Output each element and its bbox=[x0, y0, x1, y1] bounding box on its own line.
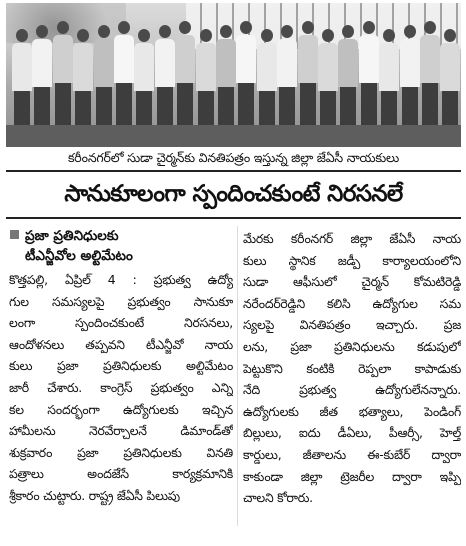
photo-person bbox=[257, 29, 277, 135]
photo-person bbox=[12, 29, 32, 135]
photo-person bbox=[298, 21, 318, 127]
photo-person bbox=[196, 29, 216, 135]
photo-person bbox=[114, 21, 134, 127]
article-line: హామీలను నెరవేర్చాలనే డిమాండ్‌తో bbox=[9, 423, 233, 439]
photo-person bbox=[318, 29, 338, 135]
bullet-square-icon bbox=[10, 230, 19, 239]
headline-bottom-rule bbox=[6, 217, 461, 219]
photo-person bbox=[134, 29, 154, 135]
news-photo bbox=[6, 3, 461, 147]
photo-person bbox=[53, 21, 73, 127]
column-divider bbox=[237, 226, 238, 526]
photo-person bbox=[379, 29, 399, 135]
photo-caption: కరీంనగర్‌లో సుడా చైర్మన్‌కు వినతిపత్రం ఇస్తున్న జిల్లా జేఏసీ నాయకులు bbox=[67, 150, 400, 165]
article-line: స్యలపై వినతిపత్రం ఇచ్చారు. ప్రజ bbox=[243, 317, 461, 333]
article-line: పెట్టుకొని కంటికి రెప్పలా కాపాడుకు bbox=[243, 360, 461, 376]
article-line: కాకుండా జిల్లా ట్రెజరీల ద్వారా ఇప్పి bbox=[243, 468, 461, 484]
article-line: కొత్తపల్లి, ఏప్రిల్ 4 : ప్రభుత్వ ఉద్యో bbox=[9, 272, 233, 287]
article-line: శుక్రవారం ప్రజా ప్రతినిధులకు వినతి bbox=[9, 444, 233, 460]
article-column-right bbox=[243, 228, 461, 509]
article-line: కల సందర్భంగా ఉద్యోగులకు ఇచ్చిన bbox=[9, 401, 233, 417]
article-line: నేది ప్రభుత్వ ఉద్యోగులేనన్నారు. bbox=[243, 382, 461, 398]
article-line: నరేందర్‌రెడ్డిని కలిసి ఉద్యోగుల సమ bbox=[243, 295, 461, 311]
article-line: జారీ చేశారు. కాంగ్రెస్ ప్రభుత్వం ఎన్ని bbox=[9, 379, 233, 395]
photo-person bbox=[155, 25, 175, 131]
article-line: గుల సమస్యలపై ప్రభుత్వం సానుకూ bbox=[9, 293, 233, 309]
article-line: సుడా ఆఫీసులో చైర్మన్ కోమటిరెడ్డి bbox=[243, 274, 461, 290]
photo-person bbox=[277, 25, 297, 131]
photo-person bbox=[420, 21, 440, 127]
article-line: కార్డులు, జీతాలను ఈ-కుబేర్ ద్వారా bbox=[243, 446, 461, 462]
article-line: లను, ప్రజా ప్రతినిధులను కడుపులో bbox=[243, 338, 461, 354]
photo-person bbox=[175, 21, 195, 127]
article-column-left bbox=[9, 269, 233, 507]
photo-person bbox=[94, 25, 114, 131]
article-line: ఆందోళనలు తప్పవని టీఎన్జీవో నాయ bbox=[9, 336, 233, 352]
article-line: మేరకు కరీంనగర్ జిల్లా జేఏసీ నాయ bbox=[243, 231, 461, 246]
article-line: లంగా స్పందించకుంటే నిరసనలు, bbox=[9, 315, 233, 331]
photo-person bbox=[216, 25, 236, 131]
photo-person bbox=[338, 25, 358, 131]
article-line: పత్రాలు అందజేసే కార్యక్రమానికి bbox=[9, 466, 233, 482]
photo-person bbox=[440, 29, 460, 135]
article-line: కులు స్థానిక జడ్పీ కార్యాలయంలోని bbox=[243, 252, 461, 268]
photo-ground bbox=[6, 125, 461, 147]
photo-person bbox=[32, 25, 52, 131]
article-line: శ్రీకారం చుట్టారు. రాష్ట్ర జేఏసీ పిలుపు bbox=[9, 487, 180, 503]
article-line: కులు ప్రజా ప్రతినిధులకు అల్టిమేటం bbox=[9, 358, 233, 374]
photo-person bbox=[359, 21, 379, 127]
photo-person bbox=[73, 29, 93, 135]
subhead-line-2: టీఎన్జీవోల అల్టిమేటం bbox=[25, 248, 133, 264]
photo-person bbox=[236, 21, 256, 127]
headline-top-rule bbox=[6, 170, 461, 172]
article-line: చాలని కోరారు. bbox=[243, 490, 313, 506]
article-line: బిల్లులు, ఐదు డీఏలు, పీఆర్సీ, హెల్త్ bbox=[243, 425, 461, 441]
photo-person bbox=[400, 25, 420, 131]
article-line: ఉద్యోగులకు జీత భత్యాలు, పెండింగ్ bbox=[243, 403, 461, 419]
headline: సానుకూలంగా స్పందించకుంటే నిరసనలే bbox=[64, 181, 403, 207]
subheadline bbox=[10, 226, 232, 266]
subhead-line-1: ప్రజా ప్రతినిధులకు bbox=[25, 228, 119, 244]
